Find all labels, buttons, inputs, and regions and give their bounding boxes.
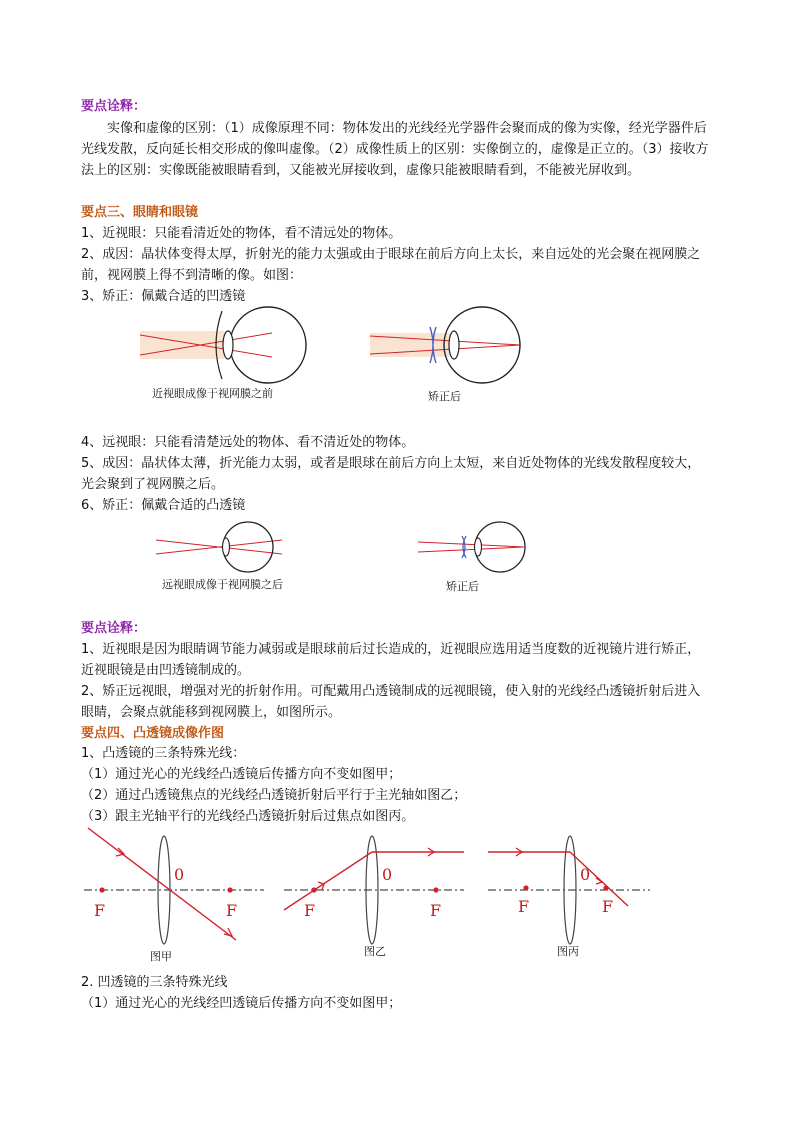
- section4-heading: 要点四、凸透镜成像作图: [81, 726, 225, 741]
- focus-point: [227, 887, 232, 892]
- myopia-correction: 3、矫正：佩戴合适的凹透镜: [81, 289, 246, 304]
- focus-label: F: [518, 897, 530, 916]
- hyperopia-definition: 4、远视眼：只能看清楚远处的物体、看不清近处的物体。: [81, 435, 415, 450]
- focus-point: [311, 887, 316, 892]
- myopia-eye-diagram: [140, 307, 306, 383]
- optical-center-label: 0: [382, 865, 393, 884]
- convex-ray-2: （2）通过凸透镜焦点的光线经凸透镜折射后平行于主光轴如图乙；: [81, 788, 467, 803]
- diagram-jia: [84, 828, 264, 944]
- concave-ray-1: （1）通过光心的光线经凹透镜后传播方向不变如图甲；: [81, 996, 402, 1011]
- hyperopia-figure: [150, 520, 550, 580]
- ray-through-focus: [284, 852, 372, 910]
- note1-paragraph: 实像和虚像的区别：（1）成像原理不同：物体发出的光线经光学器件会聚而成的像为实像，经光学器件后光线发散，反向延长相交形成的像叫虚像。（2）成像性质上的区别：实像倒立的，虚像是正立的。（3）接收方法上的区别：实像既能被眼睛看到，又能被光屏接收到，虚像只能被眼睛看到，不能被光屏收到。: [81, 121, 709, 178]
- myopia-definition: 1、近视眼：只能看清近处的物体，看不清远处的物体。: [81, 226, 402, 241]
- caption-jia: 图甲: [150, 950, 172, 963]
- note2-heading: 要点诠释：: [81, 621, 147, 636]
- focus-label: F: [94, 901, 106, 920]
- ray-through-center: [88, 828, 236, 940]
- myopia-cause: 2、成因：晶状体变得太厚，折射光的能力太强或由于眼球在前后方向上太长，来自远处的光会聚在视网膜之前，视网膜上得不到清晰的像。如图：: [81, 247, 701, 283]
- note2-item-1: 1、近视眼是因为眼睛调节能力减弱或是眼球前后过长造成的，近视眼应选用适当度数的近视镜片进行矫正，近视眼镜是由凹透镜制成的。: [81, 642, 701, 678]
- hyperopia-cause: 5、成因：晶状体太薄，折光能力太弱，或者是眼球在前后方向上太短，来自近处物体的光线发散程度较大，光会聚到了视网膜之后。: [81, 456, 701, 492]
- focus-label: F: [304, 901, 316, 920]
- section3-heading: 要点三、眼睛和眼镜: [81, 205, 199, 220]
- myopia-figure: [140, 305, 540, 395]
- light-beam-band: [140, 331, 224, 359]
- hyperopia-caption: 远视眼成像于视网膜之后: [162, 578, 283, 591]
- caption-bing: 图丙: [557, 945, 579, 958]
- crystalline-lens: [223, 331, 233, 359]
- focus-point: [523, 885, 528, 890]
- convex-lens: [462, 536, 466, 558]
- hyperopia-eye-diagram: [156, 522, 282, 572]
- convex-ray-3: （3）跟主光轴平行的光线经凸透镜折射后过焦点如图丙。: [81, 809, 415, 824]
- convex-ray-1: （1）通过光心的光线经凸透镜后传播方向不变如图甲；: [81, 767, 402, 782]
- focus-label: F: [430, 901, 442, 920]
- optical-center-label: 0: [174, 865, 185, 884]
- myopia-corrected-diagram: [370, 307, 520, 383]
- concave-rays-title: 2. 凹透镜的三条特殊光线: [81, 975, 228, 990]
- note2-item-2: 2、矫正远视眼，增强对光的折射作用。可配戴用凸透镜制成的远视眼镜，使入射的光线经凸透镜折射后进入眼睛，会聚点就能移到视网膜上，如图所示。: [81, 684, 701, 720]
- crystalline-lens: [475, 538, 482, 556]
- focus-point: [99, 887, 104, 892]
- myopia-corrected-caption: 矫正后: [428, 390, 461, 403]
- ray-through-focus: [570, 852, 628, 906]
- diagram-bing: [488, 836, 650, 944]
- eyeball: [230, 307, 306, 383]
- hyperopia-correction: 6、矫正：佩戴合适的凸透镜: [81, 498, 246, 513]
- crystalline-lens: [223, 538, 230, 556]
- focus-label: F: [226, 901, 238, 920]
- optical-center-label: 0: [580, 865, 591, 884]
- convex-lens-diagrams: [84, 826, 654, 946]
- hyperopia-corrected-caption: 矫正后: [446, 580, 479, 593]
- hyperopia-corrected-diagram: [418, 522, 525, 572]
- convex-rays-title: 1、凸透镜的三条特殊光线：: [81, 746, 246, 761]
- focus-point: [433, 887, 438, 892]
- diagram-yi: [284, 836, 464, 944]
- focus-label: F: [602, 897, 614, 916]
- caption-yi: 图乙: [364, 945, 386, 958]
- note1-heading: 要点诠释：: [81, 99, 147, 114]
- myopia-caption: 近视眼成像于视网膜之前: [152, 387, 273, 400]
- crystalline-lens: [449, 331, 459, 359]
- eyeball: [223, 522, 273, 572]
- focus-point: [603, 885, 608, 890]
